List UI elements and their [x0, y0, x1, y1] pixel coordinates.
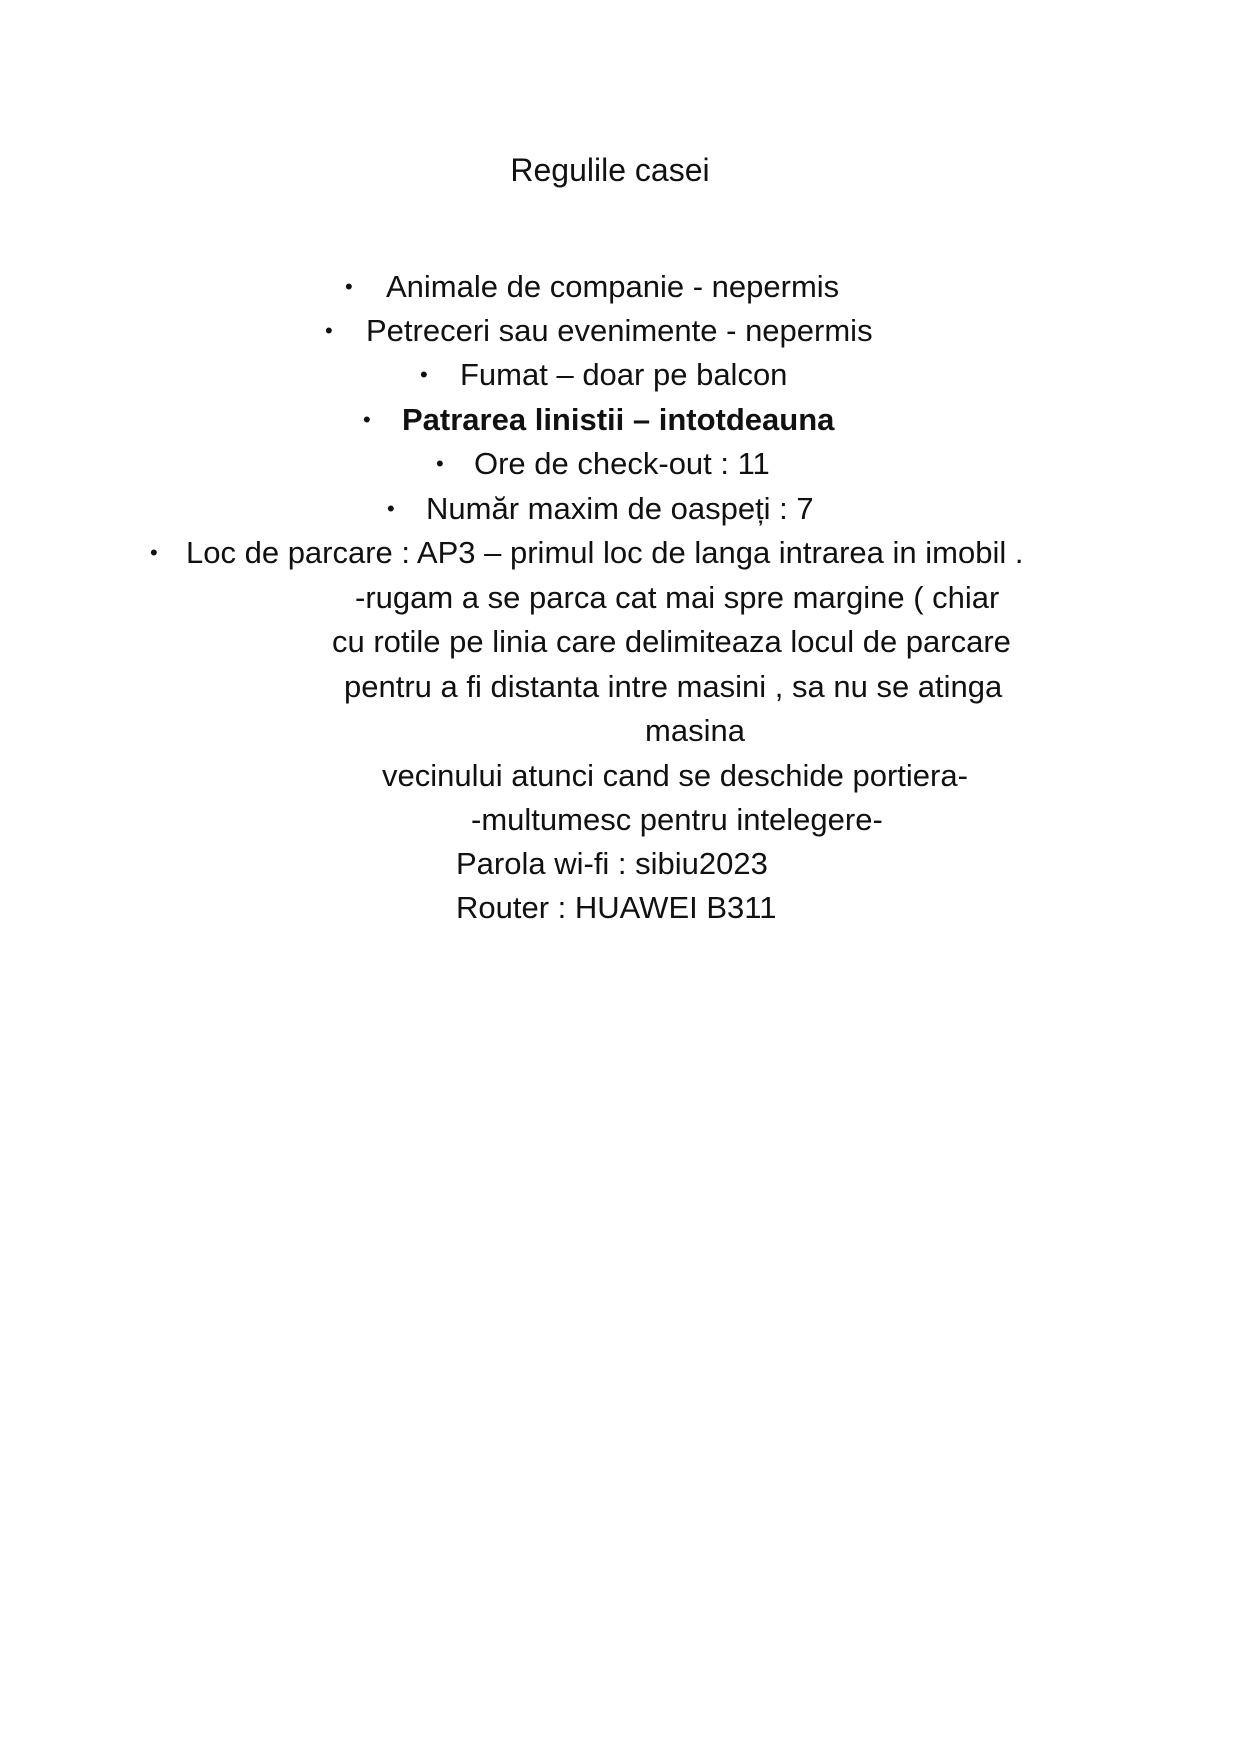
bullet-icon: •	[345, 274, 353, 299]
rule-parties: Petreceri sau evenimente - nepermis	[366, 313, 873, 348]
bullet-icon: •	[150, 540, 158, 565]
rule-pets: Animale de companie - nepermis	[386, 269, 840, 304]
bullet-icon: •	[420, 362, 428, 387]
parking-note-line: -multumesc pentru intelegere-	[471, 802, 883, 837]
rule-smoking: Fumat – doar pe balcon	[460, 357, 788, 392]
page-title: Regulile casei	[510, 152, 710, 188]
wifi-password: Parola wi-fi : sibiu2023	[456, 846, 768, 881]
rule-parking: Loc de parcare : AP3 – primul loc de langa intrarea in imobil .	[186, 535, 1024, 570]
bullet-icon: •	[436, 451, 444, 476]
parking-note-line: masina	[645, 713, 745, 748]
bullet-icon: •	[325, 318, 333, 343]
parking-note-line: pentru a fi distanta intre masini , sa nu se atinga	[344, 669, 1003, 704]
parking-note-line: -rugam a se parca cat mai spre margine ( chiar	[355, 580, 1000, 615]
parking-note-line: cu rotile pe linia care delimiteaza locul de parcare	[332, 624, 1011, 659]
bullet-icon: •	[387, 496, 395, 521]
rule-guests: Număr maxim de oaspeți : 7	[426, 491, 814, 526]
rule-checkout: Ore de check-out : 11	[474, 446, 770, 481]
router-model: Router : HUAWEI B311	[456, 890, 777, 925]
parking-note-line: vecinului atunci cand se deschide portiera-	[382, 758, 968, 793]
rule-quiet: Patrarea linistii – intotdeauna	[402, 402, 835, 437]
bullet-icon: •	[363, 407, 371, 432]
